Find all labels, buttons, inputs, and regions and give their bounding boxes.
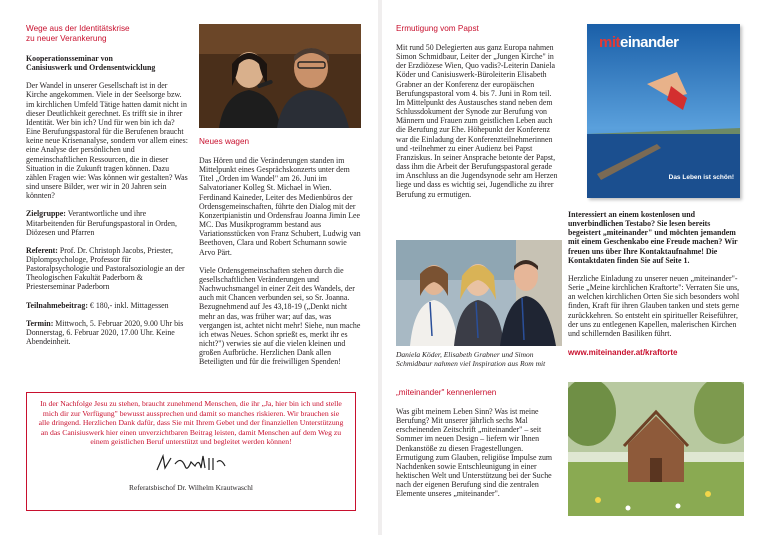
kraftorte-link[interactable]: www.miteinander.at/kraftorte	[568, 348, 678, 358]
seminar-heading-line2: zu neuer Verankerung	[26, 34, 107, 43]
zielgruppe-info	[26, 209, 190, 236]
teilnahme-info	[26, 301, 190, 310]
concert-photo-image	[199, 24, 361, 128]
papst-heading: Ermutigung vom Papst	[396, 24, 479, 33]
seminar-subheading-line1: Kooperationsseminar von	[26, 54, 113, 63]
magazine-cover-text: Das Leben ist schön!	[668, 174, 734, 181]
teilnahme-label: Teilnahmebeitrag:	[26, 300, 88, 310]
neues-wagen-p1: Das Hören und die Veränderungen standen im Mittelpunkt eines Gesprächskonzerts unter dem Titel „Orden im Wandel" am 26. Juni im Salvatorianer Kolleg St. Michael in Wien. Ferdinand Kaineder, Leiter des Medienbüros der Ordensgemeinschaften, führte den Dialog mit der Konzertpianistin und Ordensfrau Joanna Jimin Lee MC. Das Musikprogramm bestand aus Variationsstücken von Franz Schubert, Ludwig van Beethoven, Clara und Robert Schumann sowie Arvo Pärt.	[199, 156, 361, 257]
neues-wagen-p2: Viele Ordensgemeinschaften stehen durch die gesellschaftlichen Veränderungen und Nachwuchsmangel in einer Zeit des Wandels, der auch mit Chancen verbunden sei, so Sr. Joanna. Bezugnehmend auf Jes 43,18-19 („Denkt nicht mehr an das, was früher war; auf das, was vergangen ist, achtet nicht mehr! Siehe, nun mache ich etwas Neues. Schon sprießt es, merkt ihr es nicht?") verwies sie auf die vielen kleinen und großen Aufbrüche. Herzlichen Dank allen Beteiligten und für die freiwilligen Spenden!	[199, 265, 361, 367]
kennenlernen-heading: „miteinander" kennenlernen	[396, 388, 497, 397]
referent-text: Prof. Dr. Christoph Jacobs, Priester, Diplompsychologe, Professor für Pastoralpsychologie und Pastoralsoziologie an der Theologischen Fakultät Paderborn & Priesterseminar Paderborn	[26, 245, 185, 292]
bishop-quote-box	[26, 392, 356, 511]
papst-text: Mit rund 50 Delegierten aus ganz Europa nahmen Simon Schmidbaur, Leiter der „Jungen Kirche" in der Erzdiözese Wien, Quo vadis?-Leiterin Daniela Köder und Canisiuswerk-Büroleiterin Elisabeth Grabner an der Konferenz der europäischen Berufungspastoral vom 4. bis 7. Juni in Rom teil. Im Mittelpunkt des Austausches stand neben dem Schlussdokument der Synode zur Berufung von Männern und Frauen zum geistlichen Leben auch die Berufung zur Ehe. Höhepunkt der Konferenz war die Einladung der Konferenzteilnehmerinnen und -teilnehmer zu einer Audienz bei Papst Franziskus. In seiner Ansprache betonte der Papst, dass ihm die Arbeit der Berufungspastoral gerade im Anschluss an die Jugendsynode sehr am Herzen liege und dass es wichtig sei, Jugendliche zu ihrer Berufung zu ermutigen.	[396, 43, 558, 199]
zielgruppe-label: Zielgruppe:	[26, 209, 66, 219]
bishop-quote-text: In der Nachfolge Jesu zu stehen, braucht zunehmend Menschen, die ihr „Ja, hier bin ich und stelle mich dir zur Verfügung" bewusst aussprechen und damit so manches riskieren. Wir brauchen sie alle dringend. Herzlichen Dank dafür, dass Sie mit Ihrem Gebet und der finanziellen Unterstützung an das Canisiuswerk hier einen unverzichtbaren Beitrag leisten, damit Menschen auf dem Weg zu einem geistlichen Beruf unterstützt und begleitet werden können!	[38, 399, 344, 447]
magazine-title-part2: einander	[620, 34, 679, 51]
termin-text: Mittwoch, 5. Februar 2020, 9.00 Uhr bis Donnerstag, 6. Februar 2020, 17.00 Uhr. Keine Abendeinheit.	[26, 318, 184, 347]
testabo-column	[568, 210, 744, 357]
left-page	[0, 0, 378, 535]
referent-info	[26, 246, 190, 292]
referent-label: Referent:	[26, 245, 58, 255]
chapel-photo	[568, 382, 744, 516]
magazine-title	[599, 34, 679, 51]
teilnahme-text: € 180,- inkl. Mittagessen	[87, 300, 169, 310]
concert-photo	[199, 24, 361, 128]
kraftorte-text: Herzliche Einladung zu unserer neuen „miteinander"-Serie „Meine kirchlichen Kraftorte": Verraten Sie uns, an welchen kirchlichen Orten Sie sich besonders wohl finden, Kraft für ihren Glauben tanken und stets gerne zurückkehren. So entsteht ein spiritueller Reiseführer, der uns zu entlegenen Kapellen, malerischen Kirchen und schillernden Basiliken führt.	[568, 273, 740, 338]
seminar-heading-line1: Wege aus der Identitätskrise	[26, 24, 130, 33]
seminar-subheading-line2: Canisiuswerk und Ordensentwicklung	[26, 63, 156, 73]
zielgruppe-text: Verantwortliche und ihre Mitarbeitenden für Berufungspastoral in Orden, Diözesen und Pfarren	[26, 209, 177, 237]
termin-label: Termin:	[26, 318, 54, 328]
magazine-cover	[587, 24, 740, 198]
termin-info	[26, 319, 190, 346]
bishop-signature-name: Referatsbischof Dr. Wilhelm Krautwaschl	[129, 482, 253, 492]
kennenlernen-column	[396, 388, 562, 499]
seminar-subheading	[26, 54, 190, 72]
testabo-text: Interessiert an einem kostenlosen und unverbindlichen Testabo? Sie lesen bereits begeistert „miteinander" und möchten jemandem mit einem Geschenkabo eine Freude machen? Wir freuen uns über Ihre Kontaktaufnahme! Die Kontaktdaten finden Sie auf Seite 1.	[568, 210, 738, 265]
chapel-photo-image	[568, 382, 744, 516]
kennenlernen-text: Was gibt meinem Leben Sinn? Was ist meine Berufung? Mit unserer jährlich sechs Mal erscheinenden Zeitschrift „miteinander" – seit Sommer im neuen Design – liefern wir Ihnen Denkanstöße zu diesen Fragestellungen. Ermutigung zum Glauben, religiöse Impulse zum Nachdenken sowie Entschleunigung in einer hektischen Welt und Unterstützung bei der Suche nach der eigenen Berufung sind die zentralen Elemente unseres „miteinander".	[396, 407, 553, 499]
rome-photo-caption: Daniela Köder, Elisabeth Grabner und Simon Schmidbaur nahmen viel Inspiration aus Rom mit	[396, 350, 546, 368]
rome-group-photo-image	[396, 240, 562, 346]
papst-column	[396, 24, 562, 199]
seminar-intro: Der Wandel in unserer Gesellschaft ist in der Kirche angekommen. Viele in der Seelsorge bzw. im kirchlichen Umfeld Tätige hatten damit nicht in dieser Deutlichkeit gerechnet. Es trifft sie in ihrer Identität. Wer bin ich? Und für wen bin ich da? Eine Berufungspastoral für die Berufenen braucht keine neue Krisenanalyse, sondern vor allem eines: eine Analyse der persönlichen und gemeinschaftlichen Ressourcen, die in dieser Situation in die Zukunft tragen können. Dazu zählen Fragen wie: Was können wir gestalten? Was sind unsere Bilder, wer wir in 20 Jahren sein könnten?	[26, 81, 188, 201]
right-page	[382, 0, 760, 535]
seminar-heading	[26, 24, 190, 44]
neues-wagen-heading: Neues wagen	[199, 137, 250, 146]
seminar-column	[26, 24, 190, 346]
bishop-signature-image	[151, 452, 231, 476]
rome-group-photo	[396, 240, 562, 346]
neues-wagen-column	[199, 137, 364, 366]
magazine-title-part1: mit	[599, 34, 620, 51]
